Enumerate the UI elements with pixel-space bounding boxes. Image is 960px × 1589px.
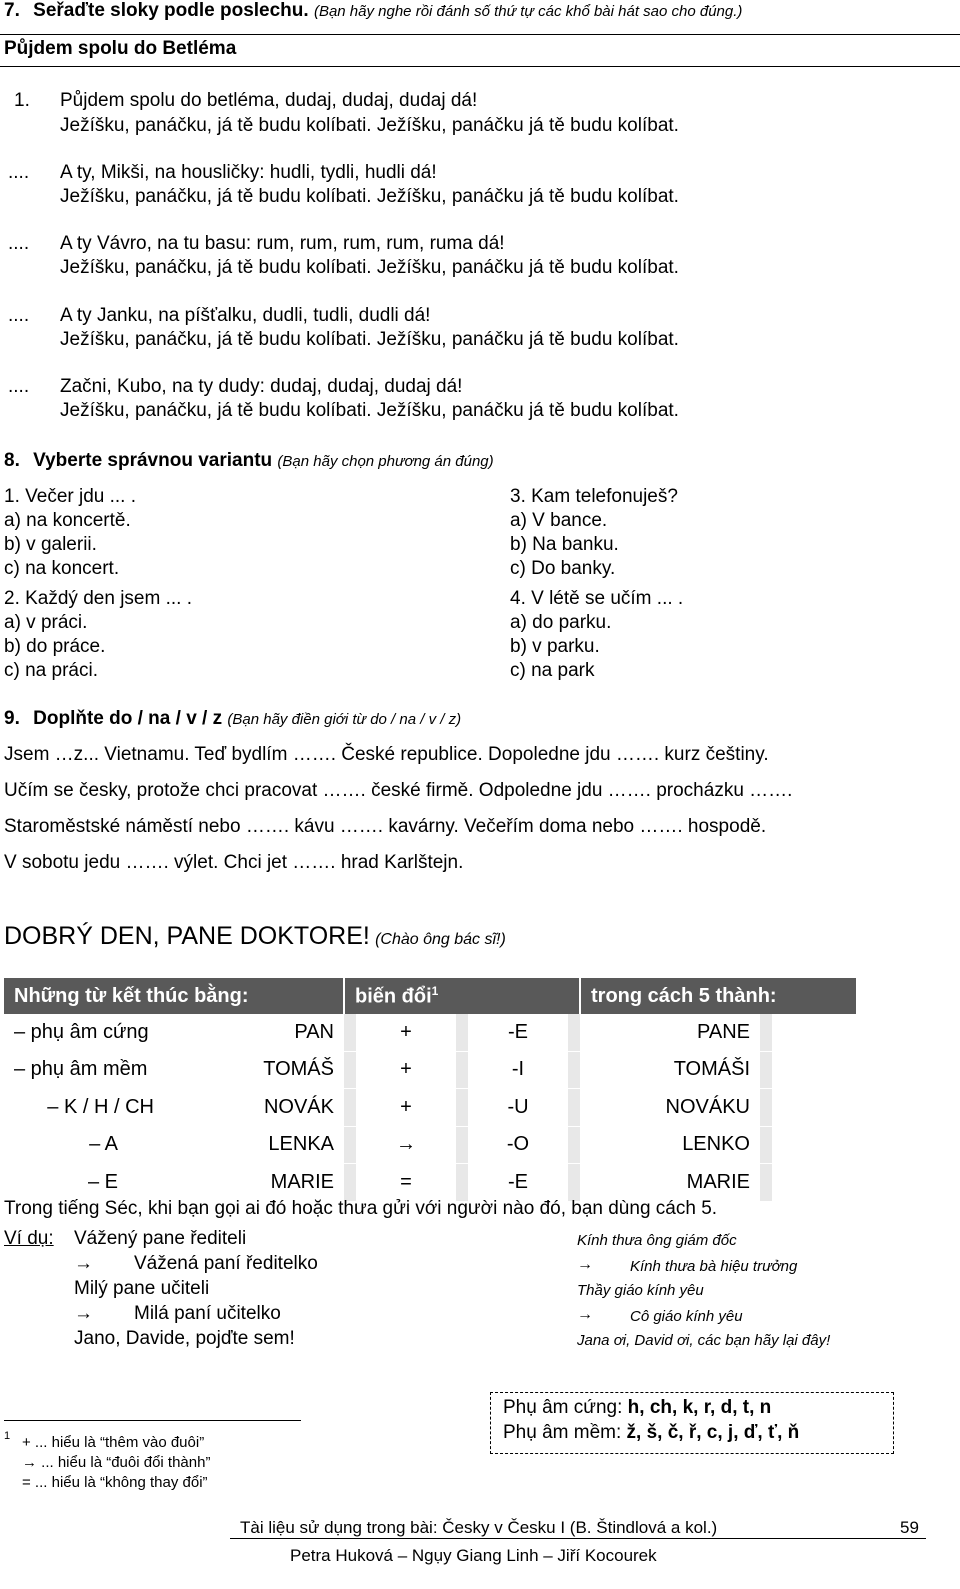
table-header bbox=[4, 978, 344, 1014]
verse-line: Půjdem spolu do betléma, dudaj, dudaj, dudaj dá! bbox=[60, 90, 478, 111]
soft-list: ž, š, č, ř, c, j, ď, ť, ň bbox=[626, 1422, 800, 1443]
shade-cell bbox=[344, 1089, 356, 1127]
quiz-option[interactable]: b) v galerii. bbox=[4, 534, 97, 555]
shade-cell bbox=[456, 1089, 468, 1127]
verse-line: A ty, Mikši, na housličky: hudli, tydli, hudli dá! bbox=[60, 162, 437, 183]
quiz-option[interactable]: b) Na banku. bbox=[510, 534, 619, 555]
verse-line: Ježíšku, panáčku, já tě budu kolíbati. Ježíšku, panáčku já tě budu kolíbat. bbox=[60, 186, 679, 207]
table-row bbox=[4, 1051, 856, 1089]
operator-cell: + bbox=[356, 1089, 456, 1127]
ex7-number: 7. bbox=[4, 0, 20, 21]
vocative-table bbox=[4, 978, 856, 1202]
ex8-title: Vyberte správnou variantu bbox=[33, 450, 273, 471]
arrow-icon: → bbox=[577, 1306, 593, 1323]
result-cell: NOVÁKU bbox=[580, 1089, 760, 1127]
ending-cell: – E bbox=[4, 1164, 164, 1202]
arrow-icon: → bbox=[74, 1253, 93, 1274]
verse-line: Ježíšku, panáčku, já tě budu kolíbati. Ježíšku, panáčku já tě budu kolíbat. bbox=[60, 115, 679, 136]
ex9-number: 9. bbox=[4, 708, 20, 729]
ex7-heading bbox=[4, 0, 742, 22]
header-label: biến đổi bbox=[355, 985, 432, 1008]
arrow-icon: → bbox=[74, 1303, 93, 1324]
quiz-option[interactable]: c) na práci. bbox=[4, 660, 98, 681]
quiz-option[interactable]: a) v práci. bbox=[4, 612, 88, 633]
example-vn: Thầy giáo kính yêu bbox=[577, 1282, 704, 1299]
ending-cell: – K / H / CH bbox=[4, 1089, 164, 1127]
operator-cell: + bbox=[356, 1014, 456, 1051]
header-label: Những từ kết thúc bằng: bbox=[14, 984, 249, 1007]
shade-cell bbox=[760, 1051, 772, 1089]
footnote-rule bbox=[4, 1420, 301, 1421]
suffix-cell: -U bbox=[468, 1089, 568, 1127]
verse-line: A ty Janku, na píšťalku, dudli, tudli, dudli dá! bbox=[60, 305, 431, 326]
footer-authors: Petra Huková – Ngụy Giang Linh – Jiří Kocourek bbox=[290, 1546, 657, 1565]
verse-number: .... bbox=[8, 233, 30, 254]
empty-cell bbox=[772, 1126, 856, 1164]
consonant-box bbox=[490, 1392, 894, 1454]
quiz-option[interactable]: c) na koncert. bbox=[4, 558, 120, 579]
ending-cell: – phụ âm cứng bbox=[4, 1014, 164, 1051]
shade-cell bbox=[760, 1089, 772, 1127]
verse-number: .... bbox=[8, 376, 30, 397]
example-vn: Kính thưa ông giám đốc bbox=[577, 1232, 737, 1249]
empty-cell bbox=[772, 1051, 856, 1089]
footnote-mark: 1 bbox=[4, 1430, 11, 1442]
ending-cell: – phụ âm mềm bbox=[4, 1051, 164, 1089]
word-cell: TOMÁŠ bbox=[164, 1051, 344, 1089]
shade-cell bbox=[760, 1164, 772, 1202]
ex9-heading bbox=[4, 708, 461, 730]
verse-line: Ježíšku, panáčku, já tě budu kolíbati. Ježíšku, panáčku já tě budu kolíbat. bbox=[60, 329, 679, 350]
section-note: (Chào ông bác sĩ!) bbox=[375, 931, 506, 948]
empty-cell bbox=[772, 1164, 856, 1202]
arrow-icon: → bbox=[577, 1256, 593, 1273]
section-title: DOBRÝ DEN, PANE DOKTORE! bbox=[4, 922, 370, 950]
fill-in-line[interactable]: Staroměstské náměstí nebo ……. kávu ……. kavárny. Večeřím doma nebo ……. hospodě. bbox=[4, 816, 767, 837]
word-cell: MARIE bbox=[164, 1164, 344, 1202]
suffix-cell: -O bbox=[468, 1126, 568, 1164]
word-cell: NOVÁK bbox=[164, 1089, 344, 1127]
footnote-line: → ... hiểu là “đuôi đổi thành” bbox=[22, 1454, 211, 1471]
shade-cell bbox=[456, 1051, 468, 1089]
example-cz: Milá paní učitelko bbox=[134, 1303, 281, 1324]
example-label: Ví dụ: bbox=[4, 1228, 54, 1249]
suffix-cell: -E bbox=[468, 1164, 568, 1202]
suffix-cell: -E bbox=[468, 1014, 568, 1051]
operator-cell: = bbox=[356, 1164, 456, 1202]
example-cz: Jano, Davide, pojďte sem! bbox=[74, 1328, 295, 1349]
table-row bbox=[4, 1089, 856, 1127]
fill-in-line[interactable]: Jsem …z... Vietnamu. Teď bydlím ……. České republice. Dopoledne jdu ……. kurz češtiny. bbox=[4, 744, 769, 765]
fill-in-line[interactable]: Učím se česky, protože chci pracovat ……. české firmě. Odpoledne jdu ……. procházku ……. bbox=[4, 780, 793, 801]
example-vn: Kính thưa bà hiệu trưởng bbox=[630, 1258, 798, 1275]
hard-label: Phụ âm cứng: bbox=[503, 1397, 623, 1418]
footer-source: Tài liệu sử dụng trong bài: Česky v Česku I (B. Štindlová a kol.) bbox=[240, 1518, 718, 1537]
soft-label: Phụ âm mềm: bbox=[503, 1422, 622, 1443]
hard-consonants bbox=[503, 1397, 771, 1419]
section-heading bbox=[4, 922, 506, 951]
shade-cell bbox=[568, 1051, 580, 1089]
page-number: 59 bbox=[900, 1518, 919, 1537]
header-label: trong cách 5 thành: bbox=[591, 984, 777, 1007]
operator-cell: + bbox=[356, 1051, 456, 1089]
verse-number: .... bbox=[8, 305, 30, 326]
ex8-note: (Bạn hãy chọn phương án đúng) bbox=[277, 453, 494, 470]
example-cz: Vážená paní ředitelko bbox=[134, 1253, 318, 1274]
empty-cell bbox=[772, 1089, 856, 1127]
song-title: Půjdem spolu do Betléma bbox=[4, 38, 237, 59]
table-header bbox=[580, 978, 856, 1014]
table-header-row bbox=[4, 978, 856, 1014]
ex7-note: (Bạn hãy nghe rồi đánh số thứ tự các khổ bài hát sao cho đúng.) bbox=[313, 3, 743, 20]
explanation: Trong tiếng Séc, khi bạn gọi ai đó hoặc thưa gửi với người nào đó, bạn dùng cách 5. bbox=[4, 1198, 718, 1219]
shade-cell bbox=[344, 1051, 356, 1089]
divider bbox=[0, 34, 960, 35]
quiz-option[interactable]: b) do práce. bbox=[4, 636, 106, 657]
quiz-option[interactable]: b) v parku. bbox=[510, 636, 600, 657]
shade-cell bbox=[568, 1014, 580, 1051]
result-cell: MARIE bbox=[580, 1164, 760, 1202]
footer-rule bbox=[230, 1538, 926, 1539]
suffix-cell: -I bbox=[468, 1051, 568, 1089]
shade-cell bbox=[344, 1014, 356, 1051]
quiz-option[interactable]: a) do parku. bbox=[510, 612, 612, 633]
quiz-option[interactable]: c) na park bbox=[510, 660, 595, 681]
verse-line: A ty Vávro, na tu basu: rum, rum, rum, rum, ruma dá! bbox=[60, 233, 505, 254]
shade-cell bbox=[568, 1089, 580, 1127]
shade-cell bbox=[456, 1126, 468, 1164]
quiz-option[interactable]: a) na koncertě. bbox=[4, 510, 131, 531]
quiz-question: 4. V létě se učím ... . bbox=[510, 588, 684, 609]
shade-cell bbox=[568, 1164, 580, 1202]
example-cz: Milý pane učiteli bbox=[74, 1278, 210, 1299]
example-vn: Cô giáo kính yêu bbox=[630, 1308, 743, 1325]
quiz-option[interactable]: a) V bance. bbox=[510, 510, 608, 531]
shade-cell bbox=[344, 1126, 356, 1164]
verse-line: Ježíšku, panáčku, já tě budu kolíbati. Ježíšku, panáčku já tě budu kolíbat. bbox=[60, 257, 679, 278]
footnote-line: = ... hiểu là “không thay đổi” bbox=[22, 1474, 208, 1491]
operator-cell: → bbox=[356, 1126, 456, 1164]
soft-consonants bbox=[503, 1422, 799, 1444]
verse-number: 1. bbox=[14, 90, 30, 111]
quiz-option[interactable]: c) Do banky. bbox=[510, 558, 616, 579]
hard-list: h, ch, k, r, d, t, n bbox=[627, 1397, 772, 1418]
quiz-question: 1. Večer jdu ... . bbox=[4, 486, 137, 507]
ex7-title: Seřaďte sloky podle poslechu. bbox=[33, 0, 309, 21]
word-cell: LENKA bbox=[164, 1126, 344, 1164]
shade-cell bbox=[456, 1164, 468, 1202]
ending-cell: – A bbox=[4, 1126, 164, 1164]
verse-line: Začni, Kubo, na ty dudy: dudaj, dudaj, dudaj dá! bbox=[60, 376, 463, 397]
result-cell: LENKO bbox=[580, 1126, 760, 1164]
ex8-number: 8. bbox=[4, 450, 20, 471]
table-row bbox=[4, 1164, 856, 1202]
table-row bbox=[4, 1126, 856, 1164]
fill-in-line[interactable]: V sobotu jedu ……. výlet. Chci jet ……. hrad Karlštejn. bbox=[4, 852, 464, 873]
footnote-line: + ... hiểu là “thêm vào đuôi” bbox=[22, 1434, 205, 1451]
ex8-heading bbox=[4, 450, 494, 472]
shade-cell bbox=[568, 1126, 580, 1164]
divider bbox=[0, 66, 960, 67]
verse-number: .... bbox=[8, 162, 30, 183]
shade-cell bbox=[456, 1014, 468, 1051]
table-header bbox=[344, 978, 580, 1014]
ex9-title: Doplňte do / na / v / z bbox=[33, 708, 223, 729]
result-cell: TOMÁŠI bbox=[580, 1051, 760, 1089]
example-vn: Jana ơi, David ơi, các bạn hãy lại đây! bbox=[577, 1332, 831, 1349]
shade-cell bbox=[344, 1164, 356, 1202]
verse-line: Ježíšku, panáčku, já tě budu kolíbati. Ježíšku, panáčku já tě budu kolíbat. bbox=[60, 400, 679, 421]
shade-cell bbox=[760, 1126, 772, 1164]
quiz-question: 2. Každý den jsem ... . bbox=[4, 588, 192, 609]
empty-cell bbox=[772, 1014, 856, 1051]
result-cell: PANE bbox=[580, 1014, 760, 1051]
shade-cell bbox=[760, 1014, 772, 1051]
quiz-question: 3. Kam telefonuješ? bbox=[510, 486, 678, 507]
table-row bbox=[4, 1014, 856, 1051]
footnote-ref: 1 bbox=[431, 983, 439, 998]
example-cz: Vážený pane řediteli bbox=[74, 1228, 247, 1249]
ex9-note: (Bạn hãy điền giới từ do / na / v / z) bbox=[227, 711, 462, 728]
word-cell: PAN bbox=[164, 1014, 344, 1051]
